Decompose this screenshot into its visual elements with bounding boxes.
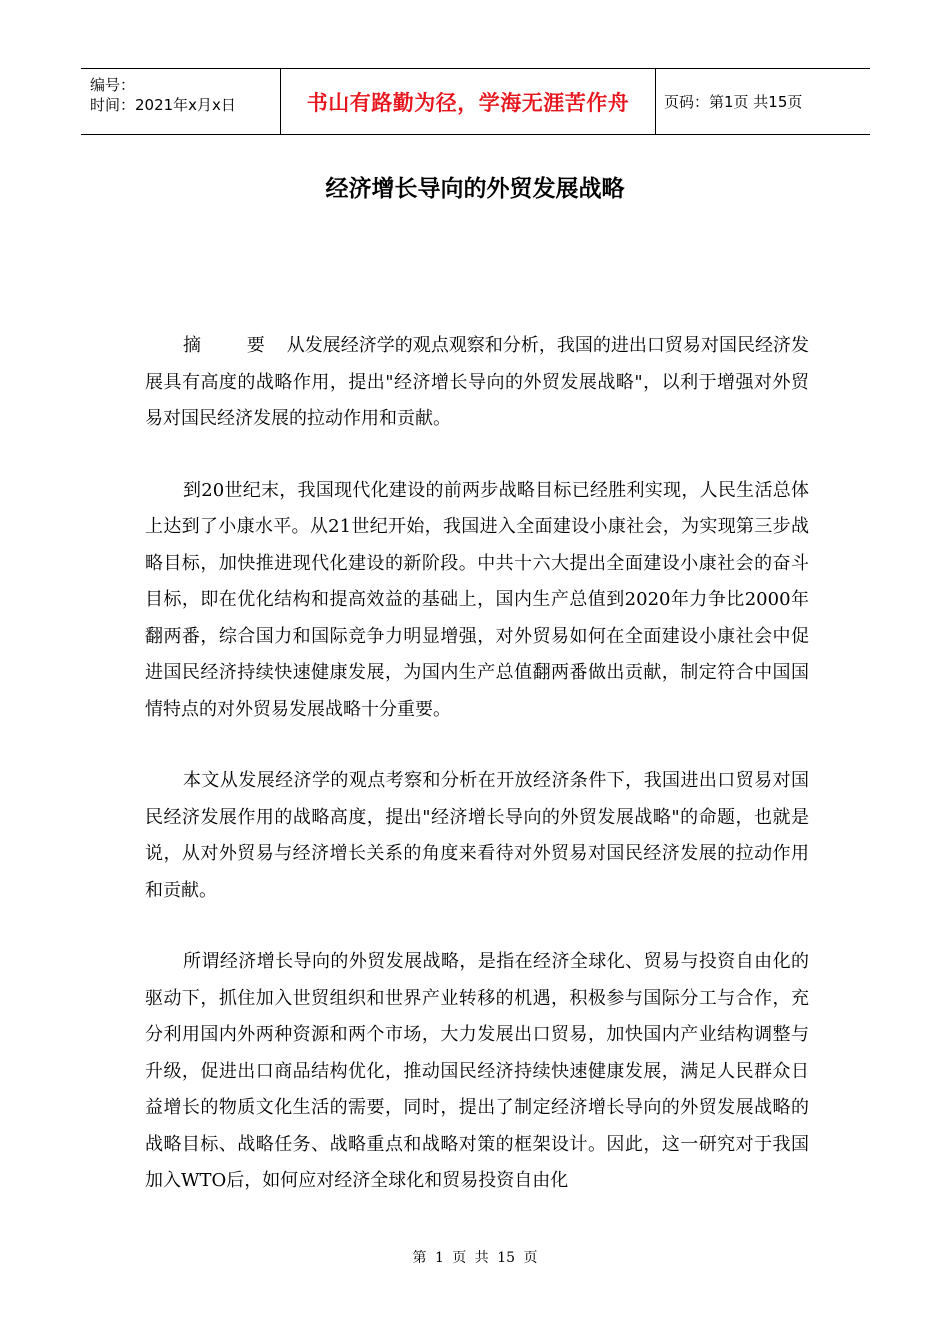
abstract-text: 从发展经济学的观点观察和分析，我国的进出口贸易对国民经济发展具有高度的战略作用，提出"经济增长导向的外贸发展战略"，以利于增强对外贸易对国民经济发展的拉动作用和贡献。: [145, 335, 809, 429]
document-date: 时间：2021年x月x日: [90, 96, 236, 114]
header-meta-cell: [81, 69, 281, 134]
document-number-label: 编号：: [90, 76, 136, 94]
abstract-label: 摘 要: [183, 335, 285, 356]
body-paragraph: 到20世纪末，我国现代化建设的前两步战略目标已经胜利实现，人民生活总体上达到了小康水平。从21世纪开始，我国进入全面建设小康社会，为实现第三步战略目标，加快推进现代化建设的新阶段。中共十六大提出全面建设小康社会的奋斗目标，即在优化结构和提高效益的基础上，国内生产总值到2020年力争比2000年翻两番，综合国力和国际竞争力明显增强，对外贸易如何在全面建设小康社会中促进国民经济持续快速健康发展，为国内生产总值翻两番做出贡献，制定符合中国国情特点的对外贸易发展战略十分重要。: [145, 479, 809, 720]
body-paragraph: 本文从发展经济学的观点考察和分析在开放经济条件下，我国进出口贸易对国民经济发展作用的战略高度，提出"经济增长导向的外贸发展战略"的命题，也就是说，从对外贸易与经济增长关系的角度来看待对外贸易对国民经济发展的拉动作用和贡献。: [145, 770, 809, 901]
document-body: [145, 328, 809, 1235]
abstract-paragraph: [145, 328, 809, 438]
body-paragraph: 所谓经济增长导向的外贸发展战略，是指在经济全球化、贸易与投资自由化的驱动下，抓住加入世贸组织和世界产业转移的机遇，积极参与国际分工与合作，充分利用国内外两种资源和两个市场，大力发展出口贸易，加快国内产业结构调整与升级，促进出口商品结构优化，推动国民经济持续快速健康发展，满足人民群众日益增长的物质文化生活的需要，同时，提出了制定经济增长导向的外贸发展战略的战略目标、战略任务、战略重点和战略对策的框架设计。因此，这一研究对于我国加入WTO后，如何应对经济全球化和贸易投资自由化: [145, 951, 809, 1191]
header-motto: 书山有路勤为径，学海无涯苦作舟: [281, 69, 656, 134]
page-footer: 第 1 页 共 15 页: [412, 1250, 538, 1266]
header-page-info: 页码：第1页 共15页: [664, 93, 803, 111]
document-header: [81, 68, 870, 135]
document-title: 经济增长导向的外贸发展战略: [325, 176, 625, 202]
